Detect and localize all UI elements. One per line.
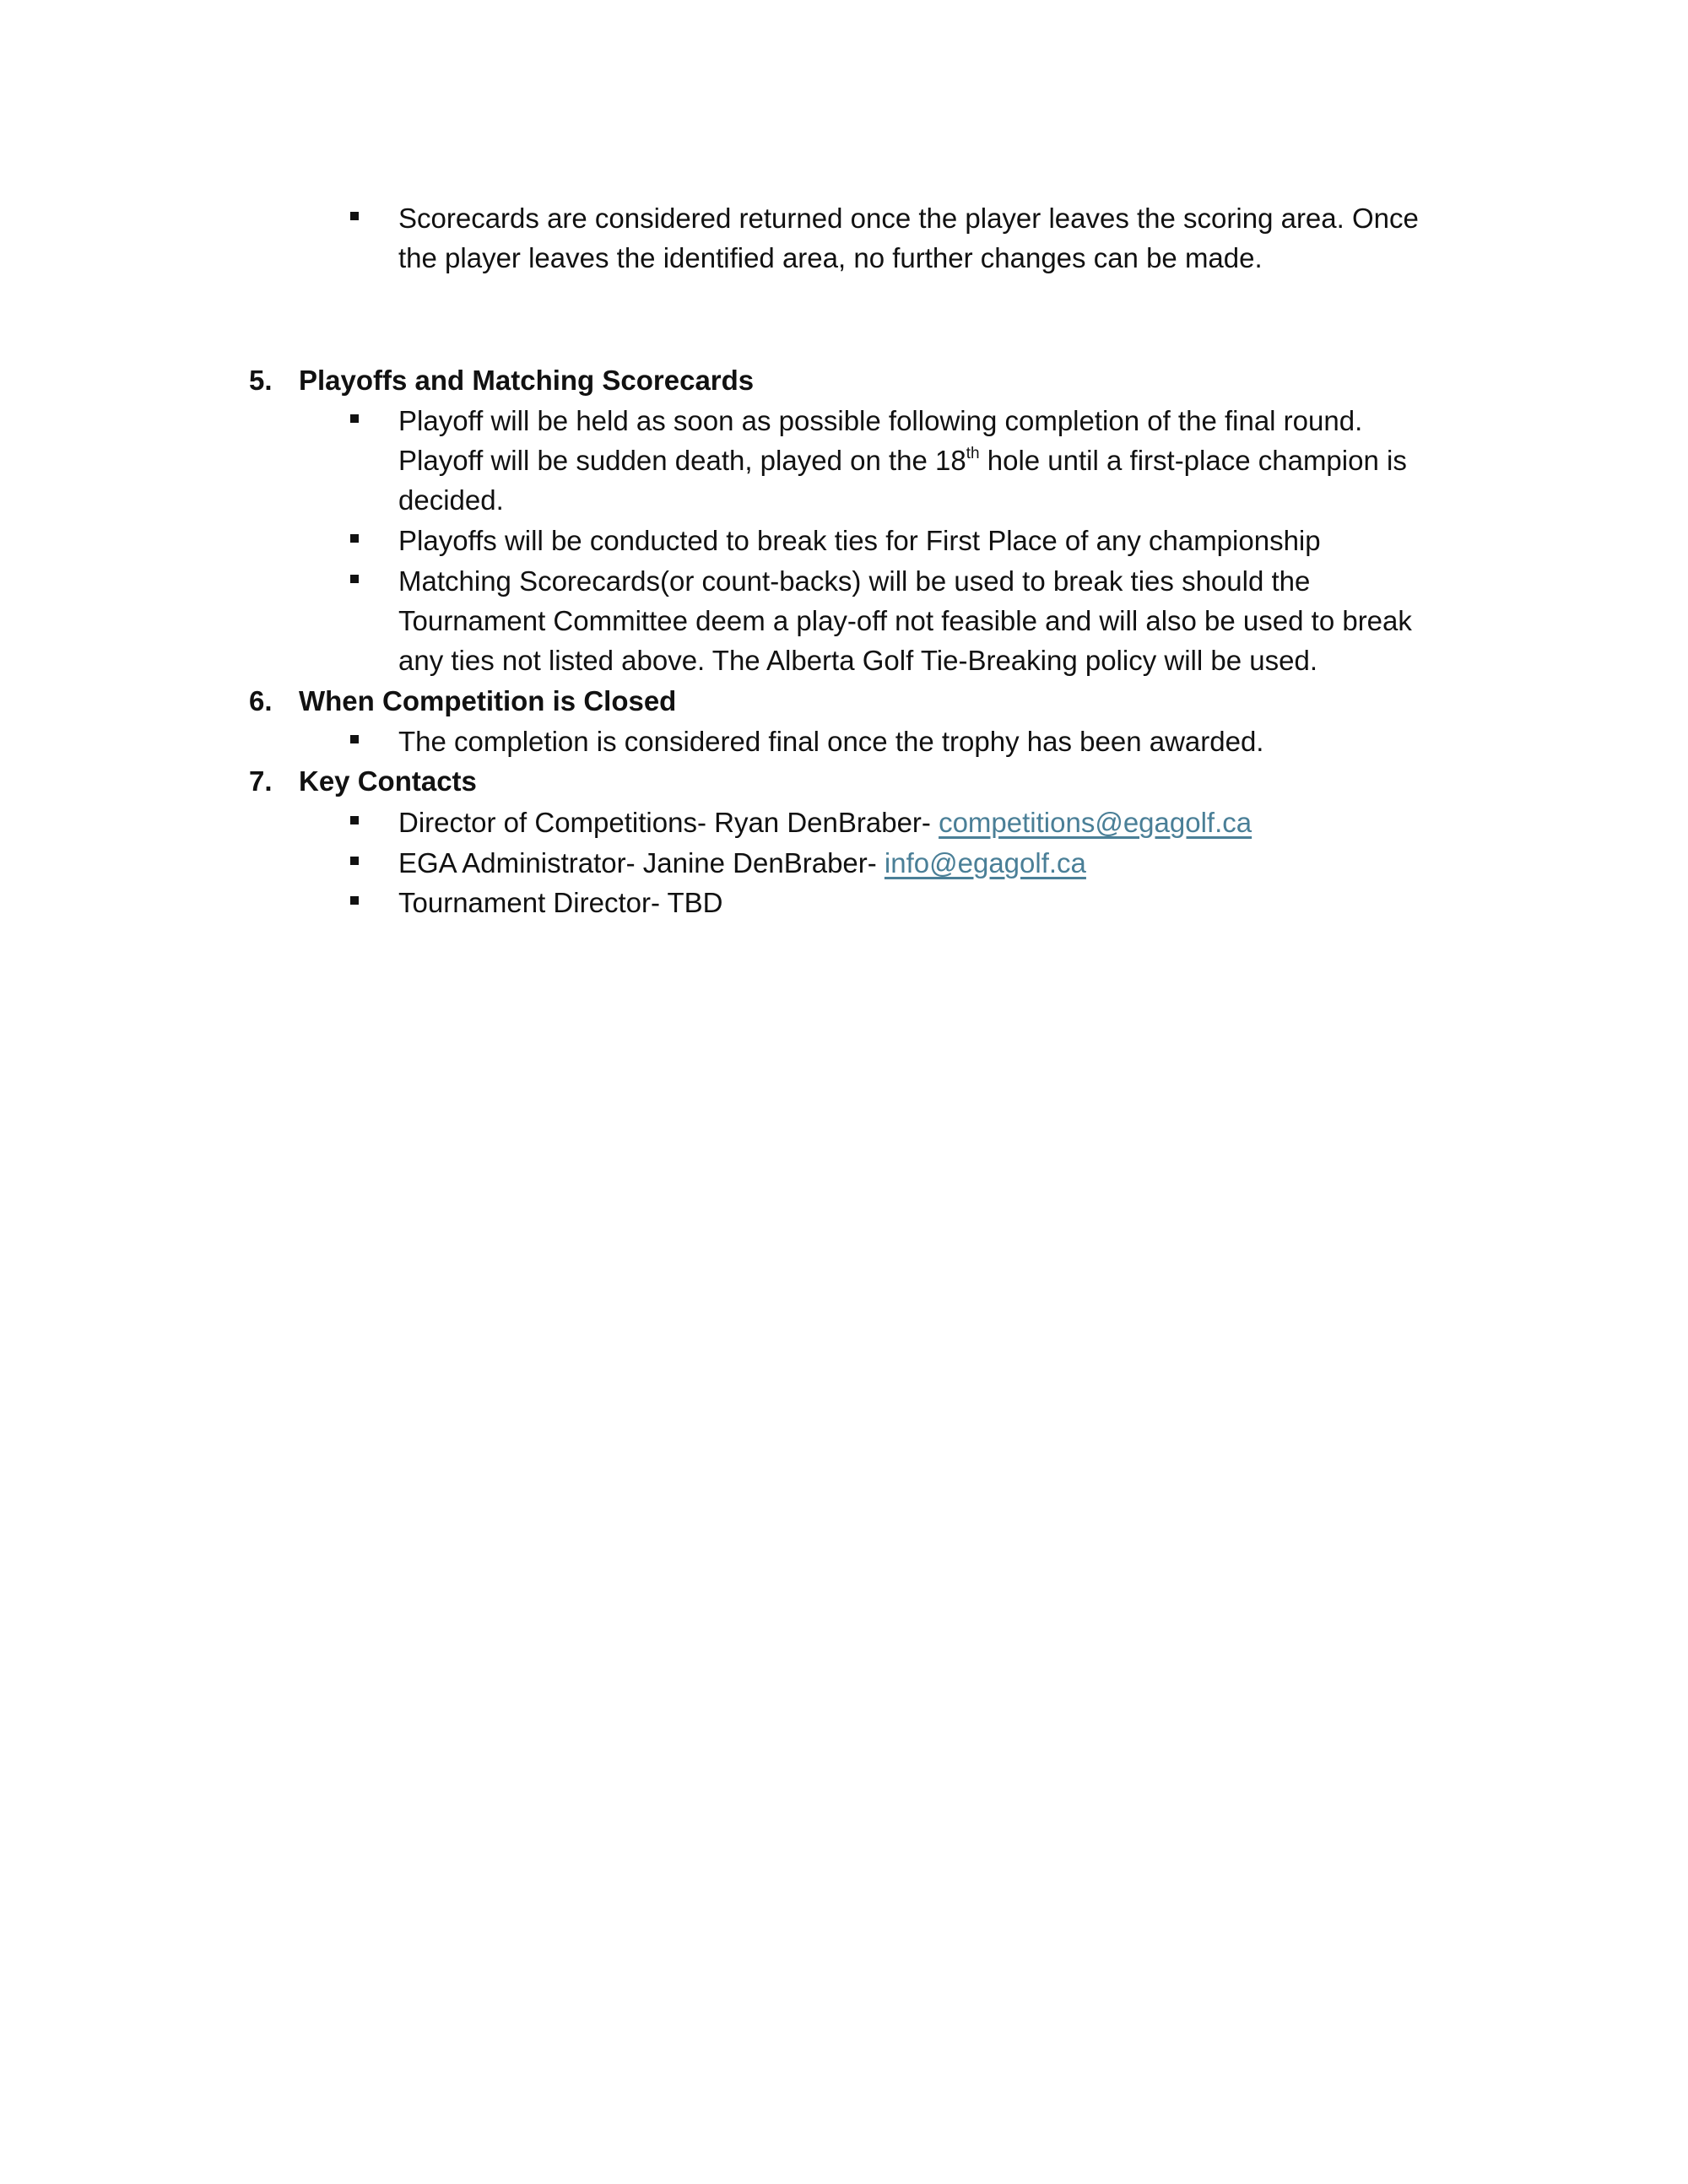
contact-label: Director of Competitions- Ryan DenBraber- <box>398 807 939 838</box>
square-bullet-icon <box>350 534 359 543</box>
contact-line <box>398 843 1086 883</box>
square-bullet-icon <box>350 735 359 743</box>
line-text: hole until a first-place champion is <box>979 445 1407 476</box>
section-6-number: 6. <box>249 685 273 716</box>
section-5-bullet-1-line-3: decided. <box>398 484 504 516</box>
square-bullet-icon <box>350 212 359 220</box>
square-bullet-icon <box>350 575 359 583</box>
section-7-title: Key Contacts <box>299 765 477 797</box>
section-5-bullet-1-line-2 <box>398 441 1407 480</box>
intro-bullet-line-2: the player leaves the identified area, no further changes can be made. <box>398 242 1263 273</box>
section-5-number: 5. <box>249 365 273 396</box>
info-email-link[interactable]: info@egagolf.ca <box>884 847 1086 878</box>
section-5-bullet-3-line-2: Tournament Committee deem a play-off not feasible and will also be used to break <box>398 605 1412 636</box>
section-6-bullet-1-line-1: The completion is considered final once the trophy has been awarded. <box>398 726 1264 757</box>
section-7-number: 7. <box>249 765 273 797</box>
section-5-title: Playoffs and Matching Scorecards <box>299 365 755 396</box>
competitions-email-link[interactable]: competitions@egagolf.ca <box>939 807 1252 838</box>
intro-bullet-line-1: Scorecards are considered returned once the player leaves the scoring area. Once <box>398 203 1419 234</box>
section-6-title: When Competition is Closed <box>299 685 677 716</box>
section-5-bullet-2-line-1: Playoffs will be conducted to break ties for First Place of any championship <box>398 525 1321 556</box>
section-5-bullet-3-line-3: any ties not listed above. The Alberta Golf Tie-Breaking policy will be used. <box>398 645 1317 676</box>
line-text: Playoff will be sudden death, played on the 18 <box>398 445 966 476</box>
contact-line: Tournament Director- TBD <box>398 887 723 918</box>
ordinal-superscript: th <box>966 445 980 462</box>
contact-line <box>398 803 1252 842</box>
square-bullet-icon <box>350 857 359 865</box>
square-bullet-icon <box>350 896 359 905</box>
square-bullet-icon <box>350 816 359 824</box>
contact-label: EGA Administrator- Janine DenBraber- <box>398 847 885 878</box>
section-5-bullet-1-line-1: Playoff will be held as soon as possible following completion of the final round. <box>398 405 1363 436</box>
square-bullet-icon <box>350 414 359 423</box>
section-5-bullet-3-line-1: Matching Scorecards(or count-backs) will be used to break ties should the <box>398 565 1311 597</box>
